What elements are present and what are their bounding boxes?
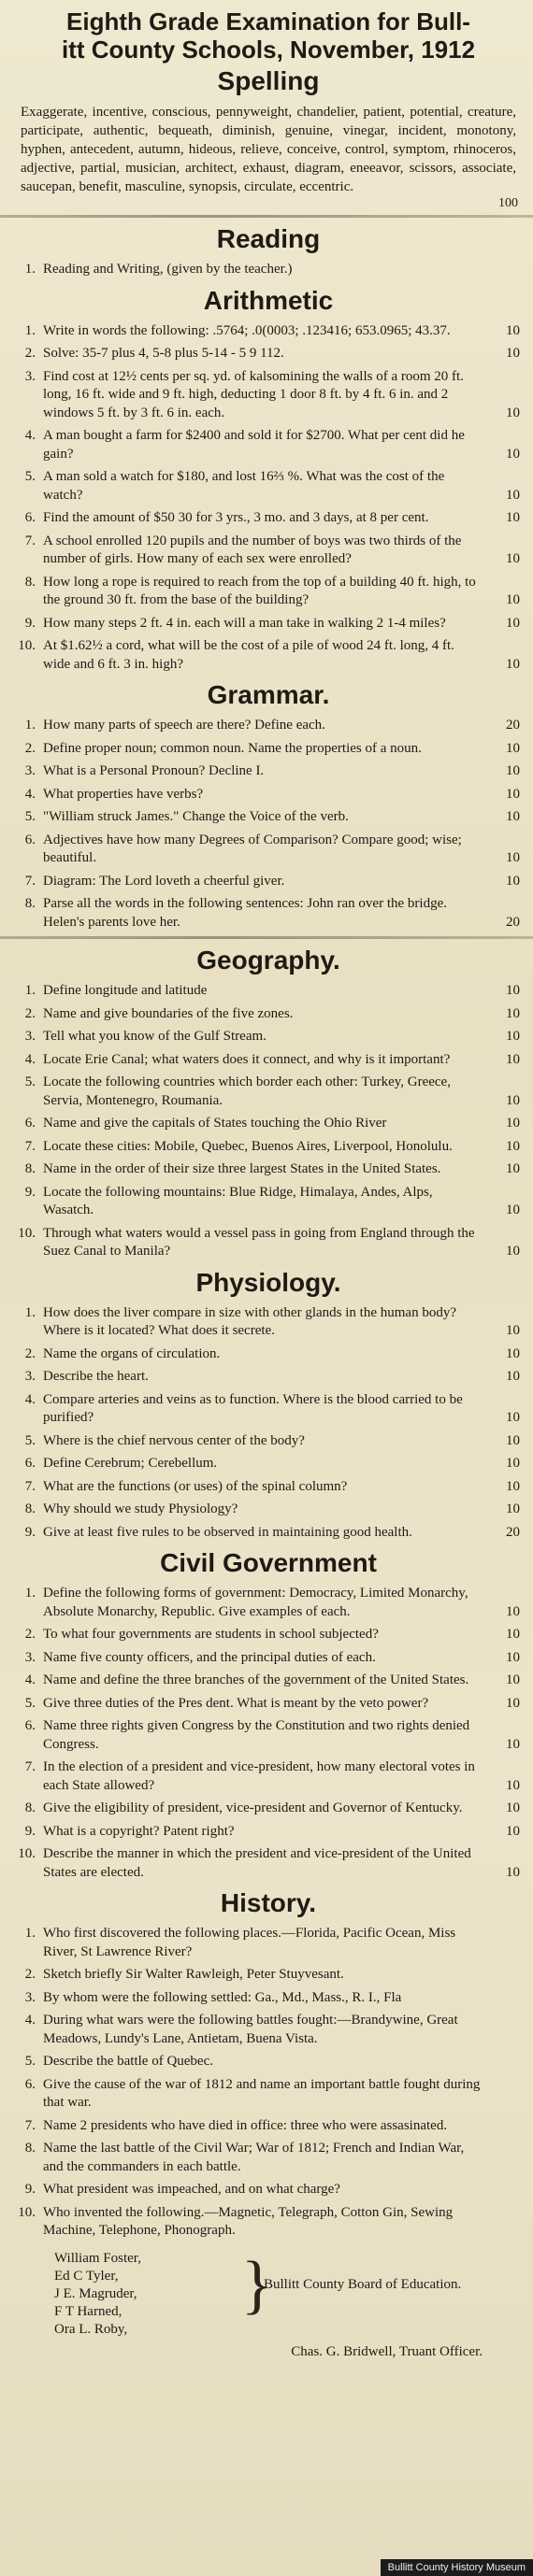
- question-item: [17, 509, 520, 528]
- question-text: By whom were the following settled: Ga., Md., Mass., R. I., Fla: [43, 1989, 402, 2005]
- question-number: 7.: [24, 873, 36, 889]
- question-score: 10: [506, 1323, 520, 1338]
- signatures-block: [17, 2250, 520, 2339]
- section-heading-history: History.: [220, 1888, 317, 1917]
- question-item: [17, 1432, 520, 1451]
- question-text: In the election of a president and vice-president, how many electoral votes in each State allowed?: [43, 1759, 475, 1793]
- question-number: 9.: [24, 615, 36, 631]
- question-item: [17, 1626, 520, 1644]
- civil-government-question-list: [17, 1585, 520, 1882]
- question-item: [17, 261, 520, 279]
- geography-question-list: [17, 982, 520, 1261]
- question-item: [17, 1028, 520, 1046]
- question-text: Locate the following countries which border each other: Turkey, Greece, Servia, Montenegro, Roumania.: [43, 1075, 451, 1108]
- question-text: Locate these cities: Mobile, Quebec, Buenos Aires, Liverpool, Honolulu.: [43, 1138, 453, 1154]
- arithmetic-question-list: [17, 322, 520, 675]
- question-number: 9.: [24, 2182, 36, 2197]
- question-number: 5.: [24, 1075, 36, 1089]
- question-item: [17, 1115, 520, 1133]
- question-number: 10.: [18, 2204, 36, 2220]
- question-number: 8.: [24, 1501, 36, 1516]
- question-number: 7.: [24, 1759, 36, 1774]
- question-score: 20: [506, 718, 520, 733]
- question-text: What is a Personal Pronoun? Decline I.: [43, 763, 265, 778]
- question-number: 9.: [24, 1823, 36, 1839]
- question-score: 10: [506, 1456, 520, 1471]
- question-item: [17, 1478, 520, 1497]
- question-item: [17, 717, 520, 735]
- question-item: [17, 1074, 520, 1110]
- question-score: 10: [506, 1161, 520, 1176]
- question-item: [17, 1925, 520, 1961]
- question-score: 10: [506, 1501, 520, 1516]
- board-member-names: [54, 2250, 241, 2339]
- question-text: Write in words the following: .5764; .0(0003; .123416; 653.0965; 43.37.: [43, 322, 451, 338]
- section-heading-spelling: Spelling: [217, 66, 320, 95]
- section-heading-civil-government: Civil Government: [160, 1548, 377, 1577]
- board-member-name: J E. Magruder,: [54, 2285, 137, 2301]
- section-heading-arithmetic: Arithmetic: [203, 285, 334, 315]
- question-number: 5.: [24, 1695, 36, 1711]
- paper-fold-line: [0, 215, 533, 218]
- question-text: What is a copyright? Patent right?: [43, 1823, 235, 1839]
- question-text: Locate Erie Canal; what waters does it connect, and why is it important?: [43, 1051, 451, 1067]
- question-number: 6.: [24, 1116, 36, 1131]
- board-of-education-label: Bullitt County Board of Education.: [264, 2276, 462, 2292]
- question-score: 10: [506, 1672, 520, 1687]
- question-text: Name the last battle of the Civil War; War of 1812; French and Indian War, and the commanders in each battle.: [43, 2141, 465, 2174]
- question-number: 2.: [24, 740, 36, 756]
- question-text: How long a rope is required to reach from the top of a building 40 ft. high, to the ground 30 ft. from the base of the building?: [43, 574, 476, 607]
- question-score: 10: [506, 1800, 520, 1815]
- question-text: How many steps 2 ft. 4 in. each will a man take in walking 2 1-4 miles?: [43, 615, 446, 631]
- question-item: [17, 2053, 520, 2071]
- question-score: 10: [506, 510, 520, 525]
- question-item: [17, 1368, 520, 1387]
- museum-credit-badge: Bullitt County History Museum: [381, 2559, 533, 2576]
- question-score: 10: [506, 740, 520, 756]
- history-question-list: [17, 1925, 520, 2241]
- question-text: Define longitude and latitude: [43, 983, 208, 998]
- question-item: [17, 786, 520, 804]
- question-text: A school enrolled 120 pupils and the number of boys was two thirds of the number of girls. How many of each sex were enrolled?: [43, 533, 462, 566]
- spelling-score: 100: [498, 196, 518, 210]
- question-text: Find the amount of $50 30 for 3 yrs., 3 mo. and 3 days, at 8 per cent.: [43, 510, 429, 525]
- question-item: [17, 895, 520, 932]
- question-score: 10: [506, 1777, 520, 1793]
- question-score: 10: [506, 1138, 520, 1154]
- question-score: 10: [506, 1864, 520, 1880]
- question-item: [17, 2204, 520, 2241]
- question-text: Parse all the words in the following sentences: John ran over the bridge. Helen's parents love her.: [43, 896, 447, 930]
- exam-title: [17, 7, 520, 64]
- question-score: 10: [506, 1478, 520, 1494]
- question-item: [17, 1391, 520, 1428]
- question-number: 2.: [24, 1005, 36, 1021]
- question-number: 2.: [24, 346, 36, 361]
- question-item: [17, 1672, 520, 1690]
- question-number: 7.: [24, 2117, 36, 2133]
- question-text: Give the cause of the war of 1812 and name an important battle fought during that war.: [43, 2076, 481, 2110]
- question-score: 20: [506, 1524, 520, 1540]
- question-text: What president was impeached, and on what charge?: [43, 2182, 340, 2197]
- question-text: At $1.62½ a cord, what will be the cost of a pile of wood 24 ft. long, 4 ft. wide and 6 ft. 3 in. high?: [43, 638, 454, 672]
- question-number: 1.: [24, 262, 36, 277]
- question-text: A man sold a watch for $180, and lost 16⅔ %. What was the cost of the watch?: [43, 469, 445, 503]
- section-heading-reading: Reading: [216, 224, 321, 253]
- question-text: Describe the heart.: [43, 1369, 149, 1384]
- question-score: 10: [506, 1116, 520, 1131]
- board-member-name: Ed C Tyler,: [54, 2268, 119, 2284]
- question-score: 10: [506, 322, 520, 338]
- question-number: 1.: [24, 1926, 36, 1941]
- question-item: [17, 322, 520, 341]
- question-item: [17, 2140, 520, 2176]
- question-number: 3.: [24, 1029, 36, 1044]
- question-item: [17, 1304, 520, 1341]
- question-text: Name and give boundaries of the five zones.: [43, 1005, 294, 1021]
- question-item: [17, 1845, 520, 1882]
- question-text: A man bought a farm for $2400 and sold it for $2700. What per cent did he gain?: [43, 428, 465, 462]
- question-text: Describe the battle of Quebec.: [43, 2054, 213, 2069]
- question-score: 10: [506, 1345, 520, 1361]
- question-number: 7.: [24, 1138, 36, 1154]
- question-text: Name three rights given Congress by the Constitution and two rights denied Congress.: [43, 1718, 470, 1752]
- question-item: [17, 1758, 520, 1795]
- question-text: Adjectives have how many Degrees of Comparison? Compare good; wise; beautiful.: [43, 832, 462, 865]
- question-number: 3.: [24, 763, 36, 778]
- question-number: 9.: [24, 1184, 36, 1200]
- question-number: 2.: [24, 1627, 36, 1642]
- question-item: [17, 832, 520, 868]
- question-text: During what wars were the following battles fought:—Brandywine, Great Meadows, Lundy's Lane, Antietam, Buena Vista.: [43, 2013, 458, 2046]
- question-item: [17, 2181, 520, 2199]
- question-text: How does the liver compare in size with other glands in the human body? Where is it located? What does it secrete.: [43, 1304, 456, 1338]
- question-item: [17, 2076, 520, 2113]
- question-text: Locate the following mountains: Blue Ridge, Himalaya, Andes, Alps, Wasatch.: [43, 1184, 433, 1217]
- question-score: 10: [506, 850, 520, 865]
- question-number: 8.: [24, 896, 36, 911]
- question-number: 5.: [24, 809, 36, 824]
- question-number: 2.: [24, 1345, 36, 1361]
- question-item: [17, 1184, 520, 1220]
- question-item: [17, 762, 520, 781]
- question-text: Name in the order of their size three largest States in the United States.: [43, 1161, 441, 1176]
- question-text: Name five county officers, and the principal duties of each.: [43, 1649, 376, 1665]
- board-member-name: William Foster,: [54, 2250, 141, 2266]
- question-text: Who invented the following.—Magnetic, Telegraph, Cotton Gin, Sewing Machine, Telephone, Phonograph.: [43, 2204, 454, 2238]
- question-score: 10: [506, 1244, 520, 1259]
- question-item: [17, 1051, 520, 1070]
- title-line-1: Eighth Grade Examination for Bull-: [66, 7, 470, 36]
- question-text: Sketch briefly Sir Walter Rawleigh, Peter Stuyvesant.: [43, 1967, 344, 1982]
- question-item: [17, 345, 520, 363]
- question-text: What are the functions (or uses) of the spinal column?: [43, 1478, 348, 1494]
- question-item: [17, 615, 520, 633]
- question-number: 6.: [24, 1456, 36, 1471]
- question-item: [17, 1524, 520, 1543]
- question-number: 9.: [24, 1524, 36, 1540]
- question-number: 1.: [24, 322, 36, 338]
- question-number: 6.: [24, 2076, 36, 2092]
- question-score: 10: [506, 1005, 520, 1021]
- question-number: 6.: [24, 832, 36, 847]
- question-number: 2.: [24, 1967, 36, 1982]
- question-number: 4.: [24, 786, 36, 802]
- question-item: [17, 982, 520, 1001]
- question-number: 8.: [24, 1800, 36, 1815]
- question-number: 3.: [24, 1989, 36, 2005]
- question-score: 10: [506, 487, 520, 503]
- question-number: 4.: [24, 1391, 36, 1407]
- title-line-2: itt County Schools, November, 1912: [61, 36, 476, 64]
- question-score: 10: [506, 1369, 520, 1384]
- question-item: [17, 1800, 520, 1818]
- question-score: 10: [506, 656, 520, 672]
- question-number: 3.: [24, 1649, 36, 1665]
- question-text: Through what waters would a vessel pass in going from England through the Suez Canal to Manila?: [43, 1225, 475, 1259]
- question-score: 10: [506, 1736, 520, 1752]
- question-item: [17, 1717, 520, 1754]
- question-number: 3.: [24, 368, 36, 384]
- question-text: Name 2 presidents who have died in office: three who were assasinated.: [43, 2117, 448, 2133]
- question-text: Define proper noun; common noun. Name the properties of a noun.: [43, 740, 422, 756]
- physiology-question-list: [17, 1304, 520, 1543]
- question-score: 10: [506, 446, 520, 462]
- question-item: [17, 637, 520, 674]
- question-number: 5.: [24, 2054, 36, 2069]
- question-item: [17, 1345, 520, 1364]
- question-item: [17, 1138, 520, 1157]
- question-text: What properties have verbs?: [43, 786, 204, 802]
- spelling-word-list: Exaggerate, incentive, conscious, pennyweight, chandelier, patient, potential, creature, participate, authentic, bequeath, diminish, genuine, vinegar, incident, monotony, hyphen, antecedent, autumn, hideous, relieve, conceive, control, symptom, rhinoceros, adjective, partial, musician, architect, exhaust, diagram, eneeavor, scissors, associate, saucepan, benefit, masculine, synopsis, circulate, eccentric.: [21, 105, 516, 194]
- question-text: Name the organs of circulation.: [43, 1345, 221, 1361]
- question-number: 10.: [18, 1225, 36, 1241]
- question-item: [17, 574, 520, 610]
- question-text: Who first discovered the following places.—Florida, Pacific Ocean, Miss River, St Lawrence River?: [43, 1926, 456, 1959]
- question-text: Give three duties of the Pres dent. What is meant by the veto power?: [43, 1695, 429, 1711]
- question-item: [17, 1501, 520, 1519]
- question-number: 10.: [18, 1846, 36, 1861]
- question-number: 4.: [24, 1672, 36, 1687]
- question-item: [17, 368, 520, 423]
- question-score: 10: [506, 1695, 520, 1711]
- paper-fold-line: [0, 936, 533, 939]
- section-heading-physiology: Physiology.: [195, 1267, 341, 1297]
- question-number: 1.: [24, 718, 36, 733]
- question-text: Describe the manner in which the president and vice-president of the United States are elected.: [43, 1846, 471, 1880]
- question-score: 10: [506, 1823, 520, 1839]
- question-item: [17, 533, 520, 569]
- board-member-name: Ora L. Roby,: [54, 2321, 128, 2337]
- board-member-name: F T Harned,: [54, 2303, 122, 2319]
- question-text: Define the following forms of government: Democracy, Limited Monarchy, Absolute Monarchy, Republic. Give examples of each.: [43, 1586, 468, 1619]
- question-text: Why should we study Physiology?: [43, 1501, 238, 1516]
- question-score: 10: [506, 1649, 520, 1665]
- question-text: Reading and Writing, (given by the teacher.): [43, 262, 293, 277]
- question-number: 1.: [24, 1586, 36, 1601]
- question-score: 10: [506, 1627, 520, 1642]
- section-heading-geography: Geography.: [196, 946, 340, 975]
- question-score: 10: [506, 592, 520, 607]
- question-text: Diagram: The Lord loveth a cheerful giver.: [43, 873, 285, 889]
- question-score: 10: [506, 1029, 520, 1044]
- question-score: 10: [506, 551, 520, 566]
- question-score: 10: [506, 405, 520, 420]
- question-score: 10: [506, 1410, 520, 1425]
- question-item: [17, 1966, 520, 1985]
- question-number: 8.: [24, 574, 36, 590]
- question-number: 6.: [24, 1718, 36, 1733]
- question-number: 8.: [24, 2141, 36, 2156]
- question-score: 10: [506, 615, 520, 631]
- question-item: [17, 2012, 520, 2048]
- question-text: Where is the chief nervous center of the body?: [43, 1432, 305, 1448]
- question-item: [17, 1005, 520, 1024]
- question-score: 10: [506, 1203, 520, 1217]
- question-item: [17, 808, 520, 827]
- question-item: [17, 1695, 520, 1714]
- truant-officer-signature: Chas. G. Bridwell, Truant Officer.: [291, 2343, 483, 2359]
- question-number: 1.: [24, 1304, 36, 1320]
- question-text: Name and give the capitals of States touching the Ohio River: [43, 1116, 387, 1131]
- question-text: Give at least five rules to be observed in maintaining good health.: [43, 1524, 412, 1540]
- question-text: How many parts of speech are there? Define each.: [43, 718, 325, 733]
- question-score: 10: [506, 983, 520, 998]
- curly-brace-icon: }: [241, 2248, 273, 2321]
- question-item: [17, 1585, 520, 1621]
- question-number: 4.: [24, 428, 36, 443]
- question-text: To what four governments are students in school subjected?: [43, 1627, 379, 1642]
- question-text: Solve: 35-7 plus 4, 5-8 plus 5-14 - 5 9 112.: [43, 346, 284, 361]
- question-number: 5.: [24, 1432, 36, 1448]
- question-number: 4.: [24, 2013, 36, 2028]
- question-score: 10: [506, 763, 520, 778]
- question-score: 10: [506, 809, 520, 824]
- question-item: [17, 1455, 520, 1473]
- question-score: 10: [506, 786, 520, 802]
- question-number: 1.: [24, 983, 36, 998]
- question-number: 6.: [24, 510, 36, 525]
- question-item: [17, 740, 520, 759]
- question-score: 10: [506, 1603, 520, 1619]
- question-item: [17, 1823, 520, 1842]
- question-item: [17, 1649, 520, 1668]
- question-number: 10.: [18, 638, 36, 653]
- question-text: "William struck James." Change the Voice of the verb.: [43, 809, 349, 824]
- question-text: Define Cerebrum; Cerebellum.: [43, 1456, 218, 1471]
- question-item: [17, 1225, 520, 1261]
- reading-question-list: [17, 261, 520, 279]
- question-number: 4.: [24, 1051, 36, 1067]
- grammar-question-list: [17, 717, 520, 932]
- question-text: Find cost at 12½ cents per sq. yd. of kalsomining the walls of a room 20 ft. long, 16 ft. wide and 9 ft. high, deducting 1 door 8 ft. by 4 ft. 6 in. and 2 windows 5 ft. by 3 ft. 6 in. each.: [43, 368, 464, 420]
- question-number: 8.: [24, 1161, 36, 1176]
- question-item: [17, 873, 520, 891]
- question-text: Compare arteries and veins as to function. Where is the blood carried to be purified?: [43, 1391, 463, 1425]
- question-item: [17, 427, 520, 463]
- section-heading-grammar: Grammar.: [207, 680, 330, 709]
- question-score: 20: [506, 914, 520, 930]
- question-item: [17, 2117, 520, 2136]
- question-score: 10: [506, 346, 520, 361]
- question-number: 7.: [24, 533, 36, 548]
- question-score: 10: [506, 1051, 520, 1067]
- question-item: [17, 468, 520, 505]
- question-text: Give the eligibility of president, vice-president and Governor of Kentucky.: [43, 1800, 463, 1815]
- question-score: 10: [506, 873, 520, 889]
- question-score: 10: [506, 1092, 520, 1108]
- question-score: 10: [506, 1432, 520, 1448]
- question-number: 5.: [24, 469, 36, 484]
- question-number: 7.: [24, 1478, 36, 1494]
- question-item: [17, 1989, 520, 2008]
- question-item: [17, 1160, 520, 1179]
- question-text: Tell what you know of the Gulf Stream.: [43, 1029, 266, 1044]
- question-number: 3.: [24, 1369, 36, 1384]
- question-text: Name and define the three branches of the government of the United States.: [43, 1672, 469, 1687]
